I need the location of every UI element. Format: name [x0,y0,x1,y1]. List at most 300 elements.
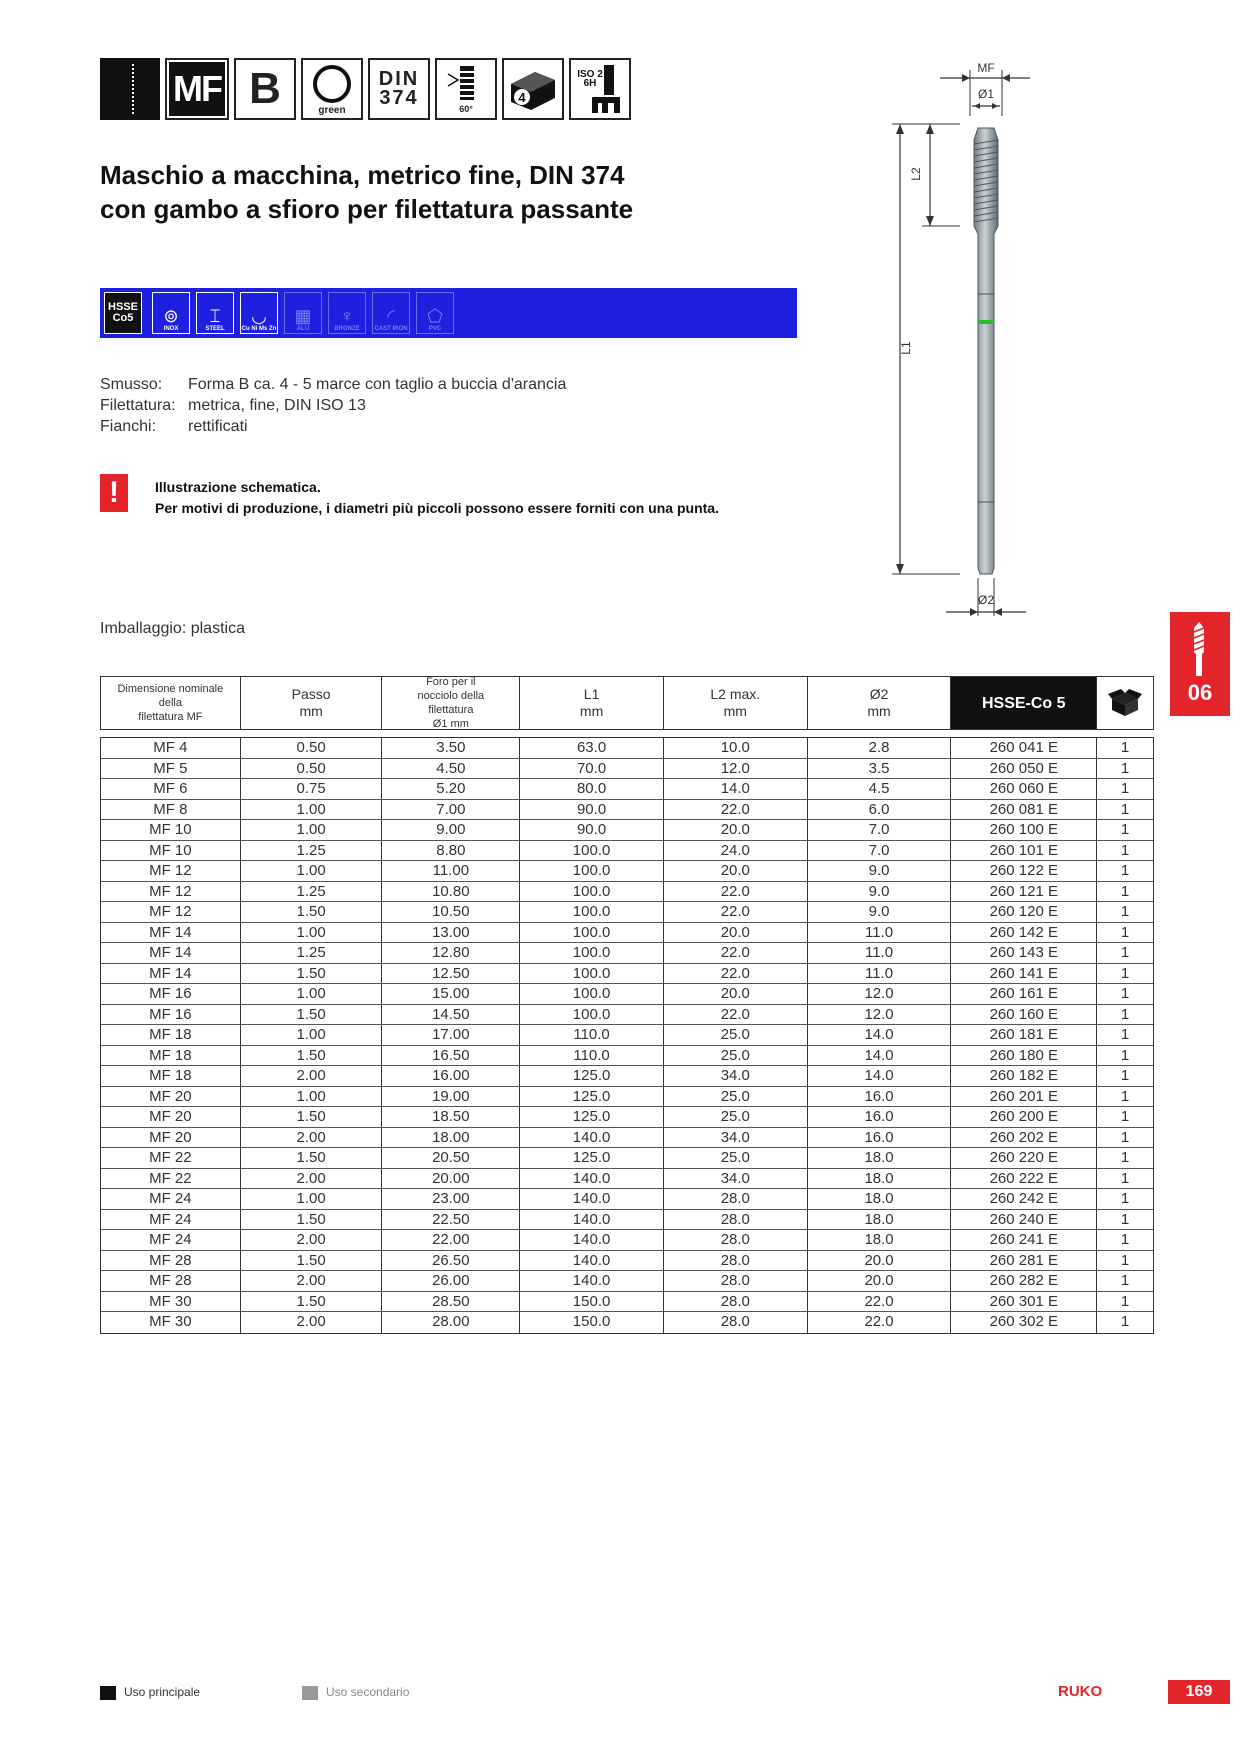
box-icon [1108,689,1142,717]
header-text: mm [723,703,747,719]
cell-pack: 1 [1120,759,1130,777]
cell-size: MF 30 [101,1312,241,1333]
spec-row [100,395,566,416]
cell-core-hole: 9.00 [382,820,520,840]
cell-l2: 22.0 [664,943,808,963]
cell-core-hole: 26.00 [382,1271,520,1291]
header-core-hole [382,677,520,729]
cell-pack: 1 [1120,821,1130,838]
cell-article: 260 121 E [951,882,1097,902]
cell-pack: 1 [1120,780,1130,797]
table-row [101,1292,1153,1313]
din-line1: DIN [378,68,420,90]
cell-d2: 12.0 [808,984,952,1004]
header-text: nocciolo della [417,690,485,702]
cell-core-hole: 15.00 [382,984,520,1004]
cell-l1: 140.0 [520,1210,664,1230]
cell-l2: 22.0 [664,800,808,820]
cell-l1: 110.0 [520,1025,664,1045]
cell-l2: 20.0 [664,984,808,1004]
cell-pack: 1 [1120,1272,1130,1289]
cell-size: MF 4 [101,738,241,758]
cell-article: 260 200 E [951,1107,1097,1127]
cell-pitch: 1.50 [241,1148,383,1168]
cell-size: MF 18 [101,1046,241,1066]
cell-l2: 20.0 [664,820,808,840]
cup-icon: ♆ [340,306,354,326]
cell-size: MF 6 [101,779,241,799]
dim-d1: Ø1 [977,87,995,101]
header-pack [1097,677,1153,729]
cell-l2: 12.0 [664,759,808,779]
cell-pitch: 2.00 [241,1066,383,1086]
cell-pitch: 1.00 [241,1189,383,1209]
cell-pitch: 1.00 [241,1087,383,1107]
brand-logo: RUKO [1058,1683,1103,1700]
cell-article: 260 041 E [951,738,1097,758]
cell-pack: 1 [1120,1169,1130,1187]
cell-pack: 1 [1120,1231,1130,1248]
cell-pack: 1 [1120,1149,1130,1166]
cell-l1: 100.0 [520,943,664,963]
cell-article: 260 202 E [951,1128,1097,1148]
cell-article: 260 241 E [951,1230,1097,1250]
cell-size: MF 14 [101,964,241,984]
thread-angle-icon [435,58,497,120]
cell-l2: 22.0 [664,1005,808,1025]
cell-core-hole: 10.80 [382,882,520,902]
material-inox [152,292,190,334]
cell-l1: 140.0 [520,1251,664,1271]
b-label: B [249,64,281,113]
cell-pitch: 0.50 [241,759,383,779]
header-l2 [664,677,808,729]
cell-core-hole: 20.50 [382,1148,520,1168]
green-ring-icon [301,58,363,120]
cell-pitch: 0.50 [241,738,383,758]
shank-icon [100,58,160,120]
aluminium-profile-icon: ▦ [294,306,312,326]
secondary-use-label: Uso secondario [326,1685,410,1699]
iso-line1: ISO 2 [577,69,603,80]
header-pitch [241,677,383,729]
cell-pack: 1 [1120,1026,1130,1043]
cell-l2: 25.0 [664,1107,808,1127]
material-alu [284,292,322,334]
cell-l2: 28.0 [664,1210,808,1230]
cell-l1: 100.0 [520,902,664,922]
table-row [101,902,1153,923]
cell-size: MF 22 [101,1148,241,1168]
cell-size: MF 28 [101,1251,241,1271]
material-label: CAST IRON [374,326,408,332]
cell-pitch: 2.00 [241,1271,383,1291]
cell-size: MF 24 [101,1210,241,1230]
header-text: L2 max. [710,686,761,702]
table-row [101,943,1153,964]
cell-article: 260 142 E [951,923,1097,943]
cell-l2: 34.0 [664,1066,808,1086]
material-steel [196,292,234,334]
cell-size: MF 24 [101,1230,241,1250]
table-row [101,1107,1153,1128]
lead-number: 4 [518,90,526,105]
pentagon-icon: ⬠ [427,306,443,326]
cell-d2: 18.0 [808,1230,952,1250]
table-row [101,1189,1153,1210]
header-text: filettatura [428,704,474,716]
cell-article: 260 282 E [951,1271,1097,1291]
cell-article: 260 081 E [951,800,1097,820]
cell-article: 260 180 E [951,1046,1097,1066]
hsse-badge [104,292,142,334]
spec-key: Filettatura: [100,397,176,414]
cell-l1: 125.0 [520,1066,664,1086]
table-row [101,820,1153,841]
cell-d2: 16.0 [808,1107,952,1127]
cell-l2: 25.0 [664,1025,808,1045]
header-text: L1 [583,686,600,702]
dim-l2: L2 [909,167,923,181]
cell-size: MF 20 [101,1128,241,1148]
cell-l2: 28.0 [664,1189,808,1209]
material-label: PVC [428,326,442,332]
cell-d2: 3.5 [808,759,952,779]
primary-use-icon [100,1686,116,1700]
cell-size: MF 12 [101,882,241,902]
cell-l2: 24.0 [664,841,808,861]
cell-l1: 63.0 [520,738,664,758]
table-row [101,1128,1153,1149]
cell-size: MF 18 [101,1066,241,1086]
table-row [101,1230,1153,1251]
spec-key: Smusso: [100,376,163,393]
section-tab [1170,612,1230,716]
cell-l2: 25.0 [664,1087,808,1107]
cell-d2: 18.0 [808,1169,952,1189]
cell-pack: 1 [1120,739,1130,756]
cell-d2: 20.0 [808,1271,952,1291]
cell-l2: 25.0 [664,1148,808,1168]
cell-pack: 1 [1120,800,1130,818]
cell-l2: 20.0 [664,923,808,943]
page-title [100,158,633,226]
cell-core-hole: 4.50 [382,759,520,779]
cell-size: MF 12 [101,861,241,881]
cell-d2: 7.0 [808,841,952,861]
cell-pitch: 1.50 [241,1251,383,1271]
mf-label: MF [169,62,225,116]
footer-primary [100,1685,200,1700]
header-article-number: HSSE-Co 5 [951,677,1097,729]
cell-l1: 140.0 [520,1230,664,1250]
material-cast-iron [372,292,410,334]
cell-pitch: 1.50 [241,1210,383,1230]
cell-pitch: 1.25 [241,841,383,861]
cell-l2: 34.0 [664,1169,808,1189]
cell-core-hole: 3.50 [382,738,520,758]
section-number: 06 [1187,680,1213,705]
cell-l1: 125.0 [520,1107,664,1127]
cell-size: MF 14 [101,943,241,963]
spec-list [100,374,566,437]
header-text: Ø1 mm [432,718,469,730]
cell-l2: 28.0 [664,1271,808,1291]
iso-gauge-icon [572,61,628,117]
cell-pitch: 1.25 [241,943,383,963]
cell-core-hole: 18.50 [382,1107,520,1127]
cell-d2: 22.0 [808,1292,952,1312]
cell-core-hole: 17.00 [382,1025,520,1045]
cell-l1: 150.0 [520,1292,664,1312]
cell-l1: 125.0 [520,1087,664,1107]
cell-l2: 28.0 [664,1312,808,1333]
cell-pitch: 1.00 [241,861,383,881]
dim-mf: MF [977,61,995,75]
cell-core-hole: 8.80 [382,841,520,861]
cell-pack: 1 [1120,944,1130,961]
cell-core-hole: 12.50 [382,964,520,984]
cell-l1: 100.0 [520,841,664,861]
cell-size: MF 28 [101,1271,241,1291]
cell-article: 260 301 E [951,1292,1097,1312]
cell-pack: 1 [1120,882,1130,900]
header-text: Dimensione nominale [117,683,224,695]
cell-l1: 140.0 [520,1169,664,1189]
table-row [101,1148,1153,1169]
spec-value: metrica, fine, DIN ISO 13 [188,397,366,414]
cell-core-hole: 10.50 [382,902,520,922]
table-header [100,676,1154,730]
cell-l2: 22.0 [664,882,808,902]
warning-text [155,477,719,519]
cell-d2: 18.0 [808,1210,952,1230]
cell-core-hole: 19.00 [382,1087,520,1107]
cell-d2: 22.0 [808,1312,952,1333]
cell-d2: 11.0 [808,964,952,984]
cell-article: 260 060 E [951,779,1097,799]
cell-article: 260 242 E [951,1189,1097,1209]
iso-tolerance-icon [569,58,631,120]
cell-article: 260 201 E [951,1087,1097,1107]
cell-pack: 1 [1120,1128,1130,1146]
title-line1: Maschio a macchina, metrico fine, DIN 374 [100,160,625,190]
table-row [101,1169,1153,1190]
cell-size: MF 5 [101,759,241,779]
cell-pitch: 1.50 [241,1107,383,1127]
title-line2: con gambo a sfioro per filettatura passante [100,194,634,224]
cell-d2: 16.0 [808,1128,952,1148]
product-table [100,737,1154,1334]
cube-icon [505,64,561,114]
cell-pack: 1 [1120,1313,1130,1330]
cell-size: MF 14 [101,923,241,943]
table-row [101,964,1153,985]
cell-pack: 1 [1120,841,1130,859]
cell-d2: 16.0 [808,1087,952,1107]
cell-l1: 140.0 [520,1271,664,1291]
table-row [101,882,1153,903]
cell-size: MF 24 [101,1189,241,1209]
cell-l1: 100.0 [520,964,664,984]
hsse-line1: HSSE [108,301,138,313]
cell-l1: 100.0 [520,861,664,881]
material-bar [100,288,797,338]
table-row [101,1251,1153,1272]
din-line2: 374 [379,87,419,109]
header-text: mm [299,703,323,719]
cell-article: 260 160 E [951,1005,1097,1025]
cell-l1: 100.0 [520,923,664,943]
header-text: Foro per il [426,676,476,688]
warning-line2: Per motivi di produzione, i diametri più piccoli possono essere forniti con una punta. [155,500,719,516]
din-icon [368,58,430,120]
cell-core-hole: 23.00 [382,1189,520,1209]
cell-l1: 100.0 [520,1005,664,1025]
cell-pack: 1 [1120,1190,1130,1207]
cell-article: 260 220 E [951,1148,1097,1168]
cell-l2: 14.0 [664,779,808,799]
cell-core-hole: 11.00 [382,861,520,881]
cell-article: 260 100 E [951,820,1097,840]
table-row [101,1312,1153,1333]
cell-pitch: 2.00 [241,1128,383,1148]
cell-pitch: 1.25 [241,882,383,902]
cell-d2: 11.0 [808,943,952,963]
green-label: green [318,104,346,116]
cell-core-hole: 26.50 [382,1251,520,1271]
mf-thread-icon [165,58,229,120]
lead-4-icon [502,58,564,120]
header-d2 [808,677,952,729]
header-text: Ø2 [869,686,889,702]
hsse-line2: Co5 [112,312,134,324]
cell-d2: 18.0 [808,1148,952,1168]
cell-pitch: 2.00 [241,1169,383,1189]
cell-d2: 14.0 [808,1066,952,1086]
header-text: mm [579,703,604,719]
pipes-icon: ⊚ [163,306,179,326]
cell-pack: 1 [1120,1046,1130,1064]
cell-l1: 150.0 [520,1312,664,1333]
header-text: filettatura MF [138,711,203,723]
cell-core-hole: 18.00 [382,1128,520,1148]
cell-pitch: 2.00 [241,1312,383,1333]
cell-pack: 1 [1120,923,1130,941]
cell-pack: 1 [1120,1067,1130,1084]
cell-l2: 25.0 [664,1046,808,1066]
cell-pitch: 1.50 [241,1005,383,1025]
tap-drawing [880,56,1050,626]
cell-article: 260 181 E [951,1025,1097,1045]
cell-core-hole: 7.00 [382,800,520,820]
cell-l2: 28.0 [664,1251,808,1271]
cell-core-hole: 13.00 [382,923,520,943]
cell-pack: 1 [1120,1108,1130,1125]
cell-core-hole: 5.20 [382,779,520,799]
material-label: Cu Ni Ms Zn [241,326,277,332]
cell-size: MF 20 [101,1107,241,1127]
cell-article: 260 240 E [951,1210,1097,1230]
material-label: INOX [163,326,179,332]
table-row [101,1210,1153,1231]
cell-d2: 7.0 [808,820,952,840]
cell-core-hole: 28.00 [382,1312,520,1333]
warning-icon: ! [100,474,128,512]
secondary-use-icon [302,1686,318,1700]
warning-line1: Illustrazione schematica. [155,479,321,495]
header-l1 [520,677,664,729]
cell-d2: 9.0 [808,861,952,881]
cell-article: 260 222 E [951,1169,1097,1189]
table-row [101,1066,1153,1087]
cell-core-hole: 14.50 [382,1005,520,1025]
ring-shape [313,65,351,103]
cell-article: 260 143 E [951,943,1097,963]
cell-l2: 22.0 [664,964,808,984]
cell-d2: 14.0 [808,1025,952,1045]
cell-d2: 9.0 [808,902,952,922]
cell-d2: 6.0 [808,800,952,820]
material-label: BRONZE [334,326,360,332]
cell-l2: 28.0 [664,1230,808,1250]
header-text: Passo [291,686,331,702]
cell-size: MF 30 [101,1292,241,1312]
cell-l1: 80.0 [520,779,664,799]
cell-pitch: 0.75 [241,779,383,799]
cell-pack: 1 [1120,1292,1130,1310]
dim-d2: Ø2 [977,593,995,607]
cell-size: MF 12 [101,902,241,922]
page-number: 169 [1168,1680,1230,1704]
cell-pitch: 1.50 [241,1046,383,1066]
cell-size: MF 8 [101,800,241,820]
primary-use-label: Uso principale [124,1685,201,1699]
table-row [101,861,1153,882]
cell-core-hole: 28.50 [382,1292,520,1312]
cell-core-hole: 16.00 [382,1066,520,1086]
cell-pack: 1 [1120,1210,1130,1228]
cell-pack: 1 [1120,1005,1130,1023]
cell-article: 260 122 E [951,861,1097,881]
cell-pack: 1 [1120,1251,1130,1269]
iso-line2: 6H [583,78,597,89]
cell-size: MF 10 [101,820,241,840]
table-row [101,841,1153,862]
cell-pitch: 1.00 [241,820,383,840]
cell-article: 260 302 E [951,1312,1097,1333]
dim-l1: L1 [899,341,913,355]
chamfer-b-icon [234,58,296,120]
copper-sheet-icon: ◡ [251,306,267,326]
cell-size: MF 18 [101,1025,241,1045]
cell-l1: 90.0 [520,820,664,840]
cell-d2: 2.8 [808,738,952,758]
cell-d2: 14.0 [808,1046,952,1066]
cell-core-hole: 22.00 [382,1230,520,1250]
header-text: della [158,697,182,709]
cell-pack: 1 [1120,862,1130,879]
table-row [101,923,1153,944]
spec-value: Forma B ca. 4 - 5 marce con taglio a buccia d'arancia [188,376,567,393]
cell-pack: 1 [1120,985,1130,1002]
cell-l1: 70.0 [520,759,664,779]
drill-icon [1192,622,1206,676]
table-row [101,1025,1153,1046]
cell-size: MF 10 [101,841,241,861]
cell-article: 260 120 E [951,902,1097,922]
cell-core-hole: 16.50 [382,1046,520,1066]
